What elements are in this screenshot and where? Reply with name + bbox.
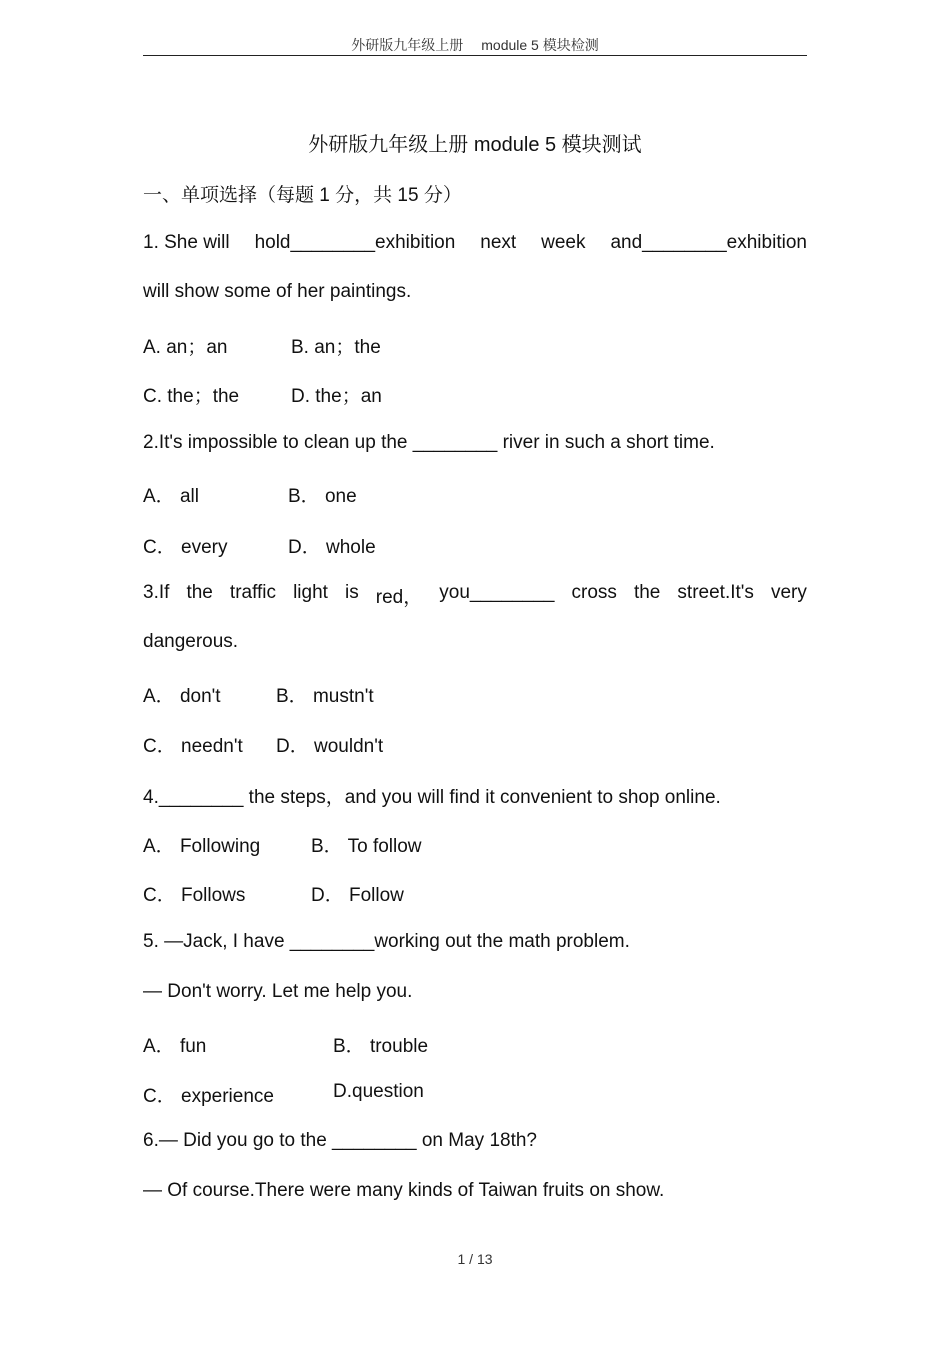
word: light [293, 582, 328, 603]
option-d: D． Follow [311, 885, 404, 906]
question-1-options-row-2 [143, 381, 382, 408]
document-title: 外研版九年级上册 module 5 模块测试 [308, 134, 642, 156]
question-4-stem: 4.________ the steps，and you will find it convenient to shop online. [143, 787, 721, 808]
word: red， [375, 587, 423, 608]
option-c: C． Follows [143, 885, 246, 906]
option-b: B． mustn't [276, 686, 374, 707]
question-2-stem: 2.It's impossible to clean up the ________ river in such a short time. [143, 432, 715, 453]
option-a: A. an；an [143, 337, 228, 358]
word: hold________exhibition [254, 232, 456, 253]
option-c: C. the；the [143, 386, 240, 407]
question-2-options-row-2 [143, 532, 376, 559]
question-1-stem-line-2: will show some of her paintings. [143, 281, 412, 302]
section-heading: 一、单项选择（每题 1 分，共 15 分） [143, 185, 462, 206]
word: and________exhibition [610, 232, 807, 253]
word: 3.If [143, 582, 170, 603]
question-3-stem-line-2: dangerous. [143, 631, 239, 652]
option-b: B． one [288, 486, 357, 507]
option-b: B. an；the [291, 337, 381, 358]
word: you________ [439, 582, 555, 603]
question-4-options-row-2 [143, 880, 404, 907]
question-6-reply: — Of course.There were many kinds of Taiwan fruits on show. [143, 1180, 665, 1201]
option-d: D. the；an [291, 386, 382, 407]
question-3-stem-line-1 [143, 582, 807, 609]
running-header-right: module 5 模块检测 [481, 37, 599, 53]
word: week [541, 232, 586, 253]
option-d: D.question [333, 1081, 424, 1102]
word: street.It's [677, 582, 754, 603]
option-a: A． all [143, 486, 199, 507]
question-5-options-row-2 [143, 1081, 424, 1108]
word: the [633, 582, 661, 603]
word: traffic [229, 582, 277, 603]
word: is [344, 582, 359, 603]
option-b: B． trouble [333, 1036, 429, 1057]
question-3-options-row-1 [143, 681, 374, 708]
word: cross [571, 582, 617, 603]
question-3-options-row-2 [143, 731, 383, 758]
option-d: D． wouldn't [276, 736, 384, 757]
running-header [143, 35, 807, 56]
option-a: A． fun [143, 1036, 207, 1057]
option-b: B． To follow [311, 836, 422, 857]
running-header-left: 外研版九年级上册 [351, 37, 464, 53]
page-number: 1 / 13 [457, 1251, 493, 1267]
word: very [770, 582, 807, 603]
question-5-reply: — Don't worry. Let me help you. [143, 981, 413, 1002]
option-c: C． every [143, 537, 228, 558]
option-c: C． needn't [143, 736, 243, 757]
option-c: C． experience [143, 1086, 274, 1107]
option-a: A． Following [143, 836, 261, 857]
question-5-stem: 5. —Jack, I have ________working out the math problem. [143, 931, 630, 952]
word: next [480, 232, 517, 253]
option-a: A． don't [143, 686, 221, 707]
option-d: D． whole [288, 537, 376, 558]
word: 1. She will [143, 232, 230, 253]
question-1-stem-line-1 [143, 232, 807, 254]
question-6-stem: 6.— Did you go to the ________ on May 18th? [143, 1130, 537, 1151]
word: the [186, 582, 213, 603]
question-2-options-row-1 [143, 481, 357, 508]
question-4-options-row-1 [143, 831, 422, 858]
question-5-options-row-1 [143, 1031, 428, 1058]
question-1-options-row-1 [143, 332, 381, 359]
